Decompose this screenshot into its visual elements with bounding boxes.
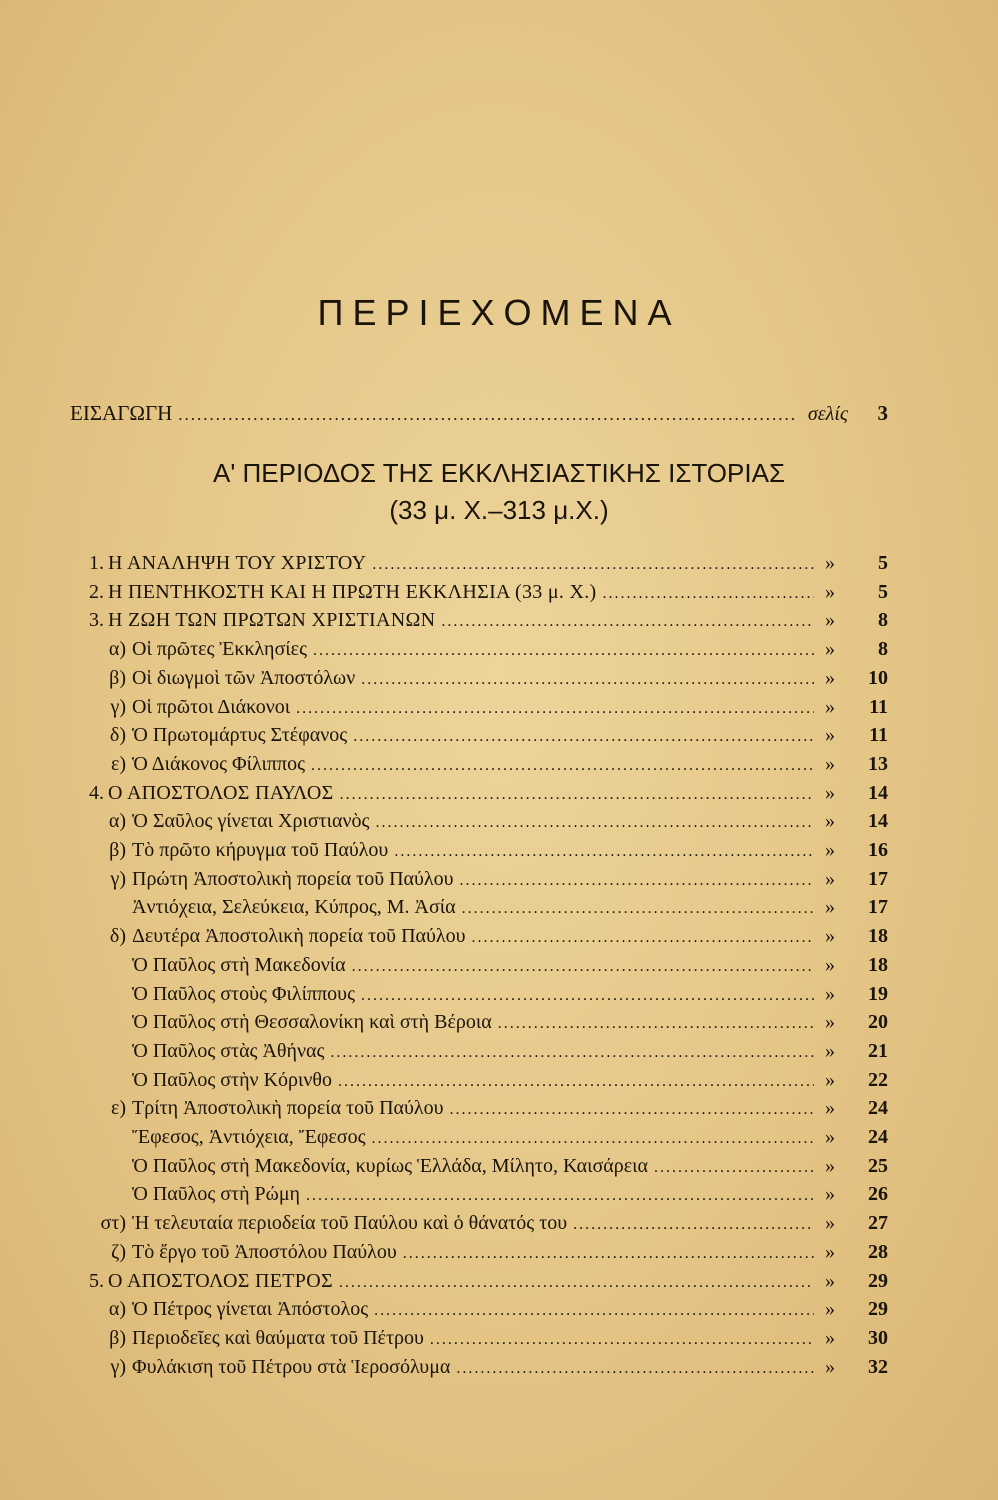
entry-page-number: 5: [878, 552, 888, 574]
entry-page-number: 17: [868, 896, 888, 919]
entry-title: Η ΖΩΗ ΤΩΝ ΠΡΩΤΩΝ ΧΡΙΣΤΙΑΝΩΝ: [108, 609, 436, 632]
entry-title: Φυλάκιση τοῦ Πέτρου στὰ Ἱεροσόλυμα: [132, 1355, 451, 1378]
entry-title: Ἡ τελευταία περιοδεία τοῦ Παύλου καὶ ὁ θάνατός του: [132, 1212, 568, 1235]
entry-page-number: 20: [868, 1011, 888, 1034]
ditto-marker: »: [825, 752, 835, 775]
entry-title: Ο ΑΠΟΣΤΟΛΟΣ ΠΕΤΡΟΣ: [108, 1269, 333, 1292]
leader-dots: [372, 1130, 815, 1148]
leader-dots: [352, 958, 814, 976]
ditto-marker: »: [825, 982, 835, 1005]
entry-page-number: 24: [868, 1097, 888, 1120]
leader-dots: [361, 671, 814, 689]
entry-title: Η ΠΕΝΤΗΚΟΣΤΗ ΚΑΙ Η ΠΡΩΤΗ ΕΚΚΛΗΣΙΑ (33 μ. Χ.): [108, 580, 597, 603]
entry-page-number: 30: [868, 1326, 888, 1349]
leader-dots: [306, 1187, 814, 1205]
leader-dots: [456, 1360, 814, 1378]
entry-title: Οἱ πρῶτοι Διάκονοι: [132, 695, 291, 718]
entry-number: 2.: [89, 580, 104, 603]
entry-page-number: 26: [868, 1183, 888, 1206]
entry-title: Η ΑΝΑΛΗΨΗ ΤΟΥ ΧΡΙΣΤΟΥ: [108, 552, 367, 574]
toc-entry: [70, 1241, 888, 1269]
entry-title: Οἱ διωγμοὶ τῶν Ἀποστόλων: [132, 666, 356, 689]
entry-number: 1.: [89, 552, 104, 574]
leader-dots: [654, 1159, 814, 1177]
entry-title: Ὁ Σαῦλος γίνεται Χριστιανὸς: [132, 810, 370, 833]
ditto-marker: »: [825, 1039, 835, 1062]
entry-page-number: 8: [878, 609, 888, 632]
ditto-marker: »: [825, 580, 835, 603]
leader-dots: [403, 1245, 814, 1263]
ditto-marker: »: [825, 724, 835, 747]
entry-page-number: 22: [868, 1068, 888, 1091]
entry-page-number: 25: [868, 1154, 888, 1177]
toc-entry: [70, 581, 888, 609]
entry-title: Ὁ Διάκονος Φίλιππος: [132, 752, 305, 775]
entry-title: Ὁ Παῦλος στοὺς Φιλίππους: [132, 982, 355, 1005]
leader-dots: [361, 987, 814, 1005]
entry-number: δ): [109, 724, 126, 747]
toc-entry: [70, 1183, 888, 1211]
entry-title: Ἔφεσος, Ἀντιόχεια, Ἔφεσος: [132, 1126, 366, 1148]
entry-number: 4.: [89, 781, 104, 804]
leader-dots: [498, 1015, 814, 1033]
entry-number: β): [109, 1326, 126, 1349]
entry-number: γ): [110, 1355, 126, 1378]
toc-entry: [70, 1126, 888, 1154]
intro-label: ΕΙΣΑΓΩΓΗ: [70, 401, 173, 425]
entry-page-number: 13: [868, 752, 888, 775]
toc-entry: [70, 839, 888, 867]
entry-title: Ὁ Παῦλος στὴ Θεσσαλονίκη καὶ στὴ Βέροια: [132, 1011, 492, 1034]
entry-title: Οἱ πρῶτες Ἐκκλησίες: [132, 638, 307, 661]
toc-intro: [70, 401, 888, 426]
entry-page-number: 8: [878, 638, 888, 661]
ditto-marker: »: [825, 1183, 835, 1206]
leader-dots: [394, 843, 814, 861]
entry-page-number: 32: [868, 1355, 888, 1378]
toc-entry: [70, 925, 888, 953]
leader-dots: [353, 728, 814, 746]
entry-title: Τὸ πρῶτο κήρυγμα τοῦ Παύλου: [132, 839, 389, 861]
leader-dots: [462, 900, 814, 918]
ditto-marker: »: [825, 638, 835, 661]
toc-entry: [70, 724, 888, 752]
ditto-marker: »: [825, 609, 835, 632]
leader-dots: [338, 1073, 814, 1091]
toc-entry: [70, 696, 888, 724]
ditto-marker: »: [825, 810, 835, 833]
ditto-marker: »: [825, 867, 835, 890]
entry-number: α): [108, 1298, 126, 1321]
entry-page-number: 18: [868, 953, 888, 976]
ditto-marker: »: [825, 1240, 835, 1263]
intro-page-number: 3: [877, 401, 888, 425]
leader-dots: [441, 613, 814, 631]
entry-number: στ): [100, 1212, 126, 1235]
toc-entry: [70, 782, 888, 810]
entry-page-number: 27: [868, 1212, 888, 1235]
entry-number: 5.: [89, 1269, 104, 1292]
toc-entry: [70, 1011, 888, 1039]
entry-title: Πρώτη Ἀποστολικὴ πορεία τοῦ Παύλου: [132, 867, 454, 890]
period-heading-line2: (33 μ. Χ.–313 μ.Χ.): [389, 495, 609, 525]
entry-page-number: 11: [869, 695, 888, 718]
entry-title: Τὸ ἔργο τοῦ Ἀποστόλου Παύλου: [132, 1240, 397, 1263]
entry-number: 3.: [89, 609, 104, 632]
toc-entry: [70, 896, 888, 924]
ditto-marker: »: [825, 1355, 835, 1378]
entry-title: Ὁ Πρωτομάρτυς Στέφανος: [132, 724, 348, 747]
toc-entry: [70, 1298, 888, 1326]
entry-page-number: 16: [868, 839, 888, 861]
entry-page-number: 14: [868, 781, 888, 804]
leader-dots: [573, 1216, 814, 1234]
ditto-marker: »: [825, 1326, 835, 1349]
toc-entry: [70, 1356, 888, 1384]
entry-page-number: 24: [868, 1126, 888, 1148]
leader-dots: [178, 405, 798, 425]
leader-dots: [602, 585, 814, 603]
ditto-marker: »: [825, 839, 835, 861]
toc-entry: [70, 1040, 888, 1068]
entry-page-number: 29: [868, 1269, 888, 1292]
ditto-marker: »: [825, 1212, 835, 1235]
ditto-marker: »: [825, 925, 835, 948]
ditto-marker: »: [825, 781, 835, 804]
toc-entry: [70, 810, 888, 838]
entry-page-number: 11: [869, 724, 888, 747]
entry-page-number: 19: [868, 982, 888, 1005]
entry-page-number: 10: [868, 666, 888, 689]
ditto-marker: »: [825, 953, 835, 976]
intro-page-marker: σελίς: [807, 403, 848, 425]
toc-entry: [70, 1212, 888, 1240]
entry-page-number: 21: [868, 1039, 888, 1062]
leader-dots: [430, 1331, 814, 1349]
page-title: ΠΕΡΙΕΧΟΜΕΝΑ: [317, 292, 681, 333]
entry-page-number: 28: [868, 1240, 888, 1263]
entry-title: Ὁ Παῦλος στὴν Κόρινθο: [132, 1068, 333, 1091]
toc-entry: [70, 1069, 888, 1097]
toc-entry: [70, 868, 888, 896]
toc-entry: [70, 667, 888, 695]
entry-title: Ὁ Παῦλος στὴ Μακεδονία: [132, 953, 346, 976]
entry-number: α): [108, 810, 126, 833]
toc-entry: [70, 1155, 888, 1183]
entry-number: ε): [110, 752, 126, 775]
leader-dots: [339, 1274, 814, 1292]
entry-number: α): [108, 638, 126, 661]
ditto-marker: »: [825, 552, 835, 574]
ditto-marker: »: [825, 1011, 835, 1034]
ditto-marker: »: [825, 1154, 835, 1177]
leader-dots: [372, 556, 814, 574]
ditto-marker: »: [825, 1126, 835, 1148]
leader-dots: [375, 814, 814, 832]
leader-dots: [330, 1044, 814, 1062]
entry-number: β): [109, 666, 126, 689]
leader-dots: [296, 700, 814, 718]
entry-title: Δευτέρα Ἀποστολικὴ πορεία τοῦ Παύλου: [132, 925, 466, 948]
leader-dots: [450, 1101, 814, 1119]
ditto-marker: »: [825, 666, 835, 689]
leader-dots: [460, 872, 814, 890]
toc-entry: [70, 609, 888, 637]
toc-entry: [70, 638, 888, 666]
toc-entry: [70, 1270, 888, 1298]
entry-title: Ὁ Παῦλος στὴ Ρώμη: [132, 1183, 301, 1206]
leader-dots: [313, 642, 814, 660]
entry-number: ε): [110, 1097, 126, 1120]
entry-page-number: 18: [868, 925, 888, 948]
entry-number: β): [109, 839, 126, 861]
entry-title: Ὁ Παῦλος στὴ Μακεδονία, κυρίως Ἑλλάδα, Μίλητο, Καισάρεια: [132, 1154, 649, 1177]
entry-title: Ο ΑΠΟΣΤΟΛΟΣ ΠΑΥΛΟΣ: [108, 781, 334, 804]
toc-entry: [70, 954, 888, 982]
entry-number: γ): [110, 695, 126, 718]
ditto-marker: »: [825, 1269, 835, 1292]
ditto-marker: »: [825, 1298, 835, 1321]
leader-dots: [374, 1302, 814, 1320]
entry-page-number: 5: [878, 580, 888, 603]
leader-dots: [311, 757, 814, 775]
entry-page-number: 17: [868, 867, 888, 890]
entry-number: ζ): [111, 1240, 126, 1263]
entry-title: Ὁ Παῦλος στὰς Ἀθήνας: [132, 1039, 325, 1062]
ditto-marker: »: [825, 896, 835, 919]
leader-dots: [472, 929, 815, 947]
entry-page-number: 14: [868, 810, 888, 833]
toc-entry: [70, 1097, 888, 1125]
entry-title: Περιοδεῖες καὶ θαύματα τοῦ Πέτρου: [132, 1326, 424, 1349]
toc-entry: [70, 1327, 888, 1355]
entry-title: Ὁ Πέτρος γίνεται Ἀπόστολος: [132, 1298, 369, 1321]
period-heading-line1: Α' ΠΕΡΙΟΔΟΣ ΤΗΣ ΕΚΚΛΗΣΙΑΣΤΙΚΗΣ ΙΣΤΟΡΙΑΣ: [212, 458, 786, 488]
ditto-marker: »: [825, 1068, 835, 1091]
ditto-marker: »: [825, 1097, 835, 1120]
entry-title: Τρίτη Ἀποστολικὴ πορεία τοῦ Παύλου: [132, 1097, 444, 1120]
toc-entry: [70, 983, 888, 1011]
entry-number: δ): [109, 925, 126, 948]
entry-title: Ἀντιόχεια, Σελεύκεια, Κύπρος, Μ. Ἀσία: [132, 896, 456, 919]
toc-entry: [70, 753, 888, 781]
entry-number: γ): [110, 867, 126, 890]
ditto-marker: »: [825, 695, 835, 718]
toc-entry: [70, 552, 888, 580]
entry-page-number: 29: [868, 1298, 888, 1321]
leader-dots: [340, 786, 814, 804]
